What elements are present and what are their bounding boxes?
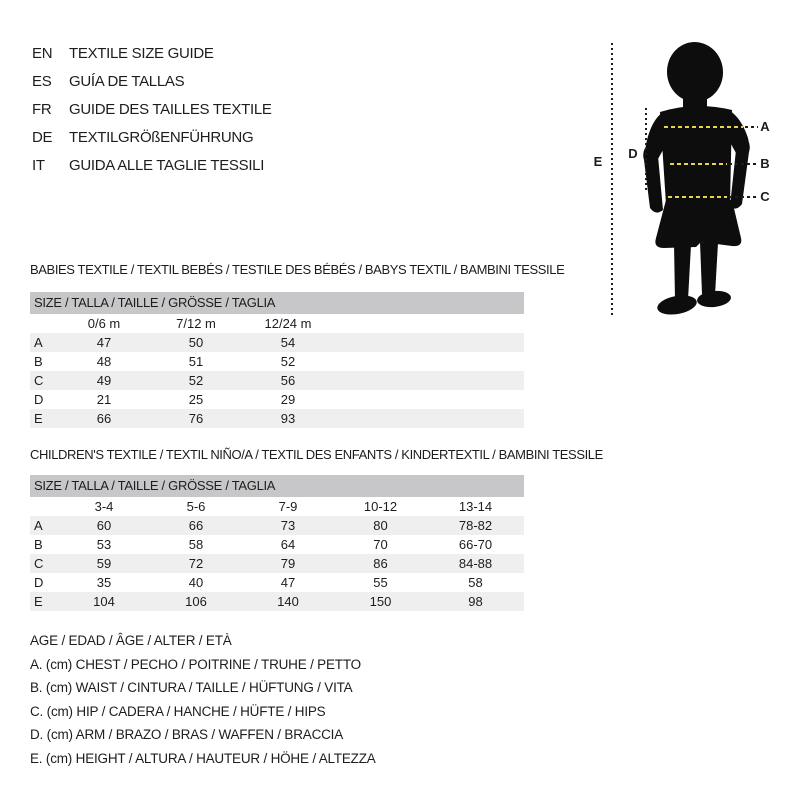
cell: 79 <box>242 554 334 573</box>
lang-row-it <box>32 152 272 180</box>
cell: 84-88 <box>427 554 524 573</box>
cell: 64 <box>280 537 296 552</box>
table-row <box>30 573 524 592</box>
language-title-list <box>32 40 272 180</box>
lang-code: EN <box>32 45 53 62</box>
cell: 48 <box>96 354 112 369</box>
table-row <box>30 516 524 535</box>
row-label: E <box>30 592 58 611</box>
cell: 47 <box>280 575 296 590</box>
cell: 52 <box>280 354 296 369</box>
lang-code: IT <box>32 157 45 174</box>
hip-measure-leader-c <box>729 196 757 198</box>
row-label: D <box>34 392 44 407</box>
cell: 106 <box>150 592 242 611</box>
table-row <box>30 535 524 554</box>
cell: 66 <box>150 516 242 535</box>
cell: 53 <box>96 537 112 552</box>
size-header-bar <box>30 292 524 314</box>
lang-row-es <box>32 68 272 96</box>
row-label: B <box>34 537 43 552</box>
waist-measure-line-b <box>670 163 727 165</box>
cell: 56 <box>242 371 334 390</box>
cell: 93 <box>242 409 334 428</box>
cell: 40 <box>188 575 204 590</box>
cell: 58 <box>468 575 483 590</box>
measure-label-b: B <box>760 156 770 171</box>
cell: 73 <box>242 516 334 535</box>
cell: 47 <box>58 333 150 352</box>
cell: 66 <box>58 409 150 428</box>
cell: 49 <box>58 371 150 390</box>
cell: 29 <box>280 392 296 407</box>
cell: 150 <box>334 592 427 611</box>
child-silhouette-icon <box>638 36 750 318</box>
cell: 52 <box>150 371 242 390</box>
row-label: D <box>34 575 44 590</box>
cell: 86 <box>334 554 427 573</box>
column-header: 13-14 <box>458 499 493 514</box>
legend-age: AGE / EDAD / ÂGE / ALTER / ETÀ <box>30 633 232 648</box>
chest-measure-line-a <box>664 126 743 128</box>
cell: 25 <box>188 392 204 407</box>
table-row <box>30 333 524 352</box>
row-label: B <box>34 354 43 369</box>
measurement-legend <box>30 629 376 770</box>
cell: 66-70 <box>458 537 493 552</box>
cell: 98 <box>427 592 524 611</box>
row-label: C <box>30 371 58 390</box>
column-header: 5-6 <box>186 499 206 514</box>
cell: 51 <box>188 354 204 369</box>
legend-chest: A. (cm) CHEST / PECHO / POITRINE / TRUHE / PETTO <box>30 656 361 672</box>
babies-section-title: BABIES TEXTILE / TEXTIL BEBÉS / TESTILE DES BÉBÉS / BABYS TEXTIL / BAMBINI TESSILE <box>30 262 565 277</box>
babies-size-table <box>30 292 524 428</box>
height-measure-line-e <box>611 43 613 317</box>
table-row <box>30 352 524 371</box>
measure-label-e: E <box>593 154 603 169</box>
column-header: 0/6 m <box>87 316 121 331</box>
cell: 72 <box>150 554 242 573</box>
row-label: A <box>30 516 58 535</box>
cell: 80 <box>334 516 427 535</box>
cell: 21 <box>96 392 112 407</box>
lang-row-en <box>32 40 272 68</box>
lang-row-de <box>32 124 272 152</box>
table-row <box>30 409 524 428</box>
hip-measure-line-c <box>668 196 727 198</box>
table-row <box>30 592 524 611</box>
cell: 50 <box>150 333 242 352</box>
row-label: A <box>30 333 58 352</box>
lang-code: DE <box>32 129 53 146</box>
column-header: 12/24 m <box>264 316 312 331</box>
cell: 55 <box>373 575 388 590</box>
column-header: 10-12 <box>363 499 398 514</box>
row-label: C <box>30 554 58 573</box>
cell: 35 <box>96 575 112 590</box>
cell: 104 <box>58 592 150 611</box>
lang-title: TEXTILGRÖßENFÜHRUNG <box>69 129 254 146</box>
children-section-title: CHILDREN'S TEXTILE / TEXTIL NIÑO/A / TEXTIL DES ENFANTS / KINDERTEXTIL / BAMBINI TESSILE <box>30 447 603 462</box>
legend-waist: B. (cm) WAIST / CINTURA / TAILLE / HÜFTUNG / VITA <box>30 680 353 695</box>
arm-measure-line-d <box>645 108 647 193</box>
cell: 76 <box>150 409 242 428</box>
cell: 70 <box>373 537 388 552</box>
measure-label-a: A <box>760 119 770 134</box>
cell: 59 <box>58 554 150 573</box>
size-header-label: SIZE / TALLA / TAILLE / GRÖSSE / TAGLIA <box>30 292 524 314</box>
lang-code: ES <box>32 73 52 90</box>
cell: 60 <box>58 516 150 535</box>
legend-hip: C. (cm) HIP / CADERA / HANCHE / HÜFTE / HIPS <box>30 703 326 719</box>
column-header: 7/12 m <box>176 316 216 331</box>
column-header: 7-9 <box>278 499 298 514</box>
legend-height: E. (cm) HEIGHT / ALTURA / HAUTEUR / HÖHE / ALTEZZA <box>30 750 376 766</box>
column-header-row <box>30 497 524 516</box>
cell: 58 <box>188 537 204 552</box>
lang-row-fr <box>32 96 272 124</box>
row-label: E <box>30 409 58 428</box>
cell: 140 <box>242 592 334 611</box>
table-row <box>30 371 524 390</box>
children-size-table <box>30 475 524 611</box>
column-header: 3-4 <box>94 499 114 514</box>
measure-label-c: C <box>760 189 770 204</box>
lang-title: GUÍA DE TALLAS <box>69 73 185 90</box>
size-header-bar <box>30 475 524 497</box>
lang-title: GUIDE DES TAILLES TEXTILE <box>69 101 272 118</box>
lang-title: GUIDA ALLE TAGLIE TESSILI <box>69 157 265 174</box>
column-header-row <box>30 314 524 333</box>
cell: 78-82 <box>427 516 524 535</box>
size-header-label: SIZE / TALLA / TAILLE / GRÖSSE / TAGLIA <box>30 475 524 497</box>
waist-measure-leader-b <box>729 163 757 165</box>
lang-title: TEXTILE SIZE GUIDE <box>69 45 214 62</box>
table-row <box>30 554 524 573</box>
measure-label-d: D <box>628 146 638 161</box>
cell: 54 <box>242 333 334 352</box>
legend-arm: D. (cm) ARM / BRAZO / BRAS / WAFFEN / BRACCIA <box>30 727 344 742</box>
table-row <box>30 390 524 409</box>
lang-code: FR <box>32 101 52 118</box>
